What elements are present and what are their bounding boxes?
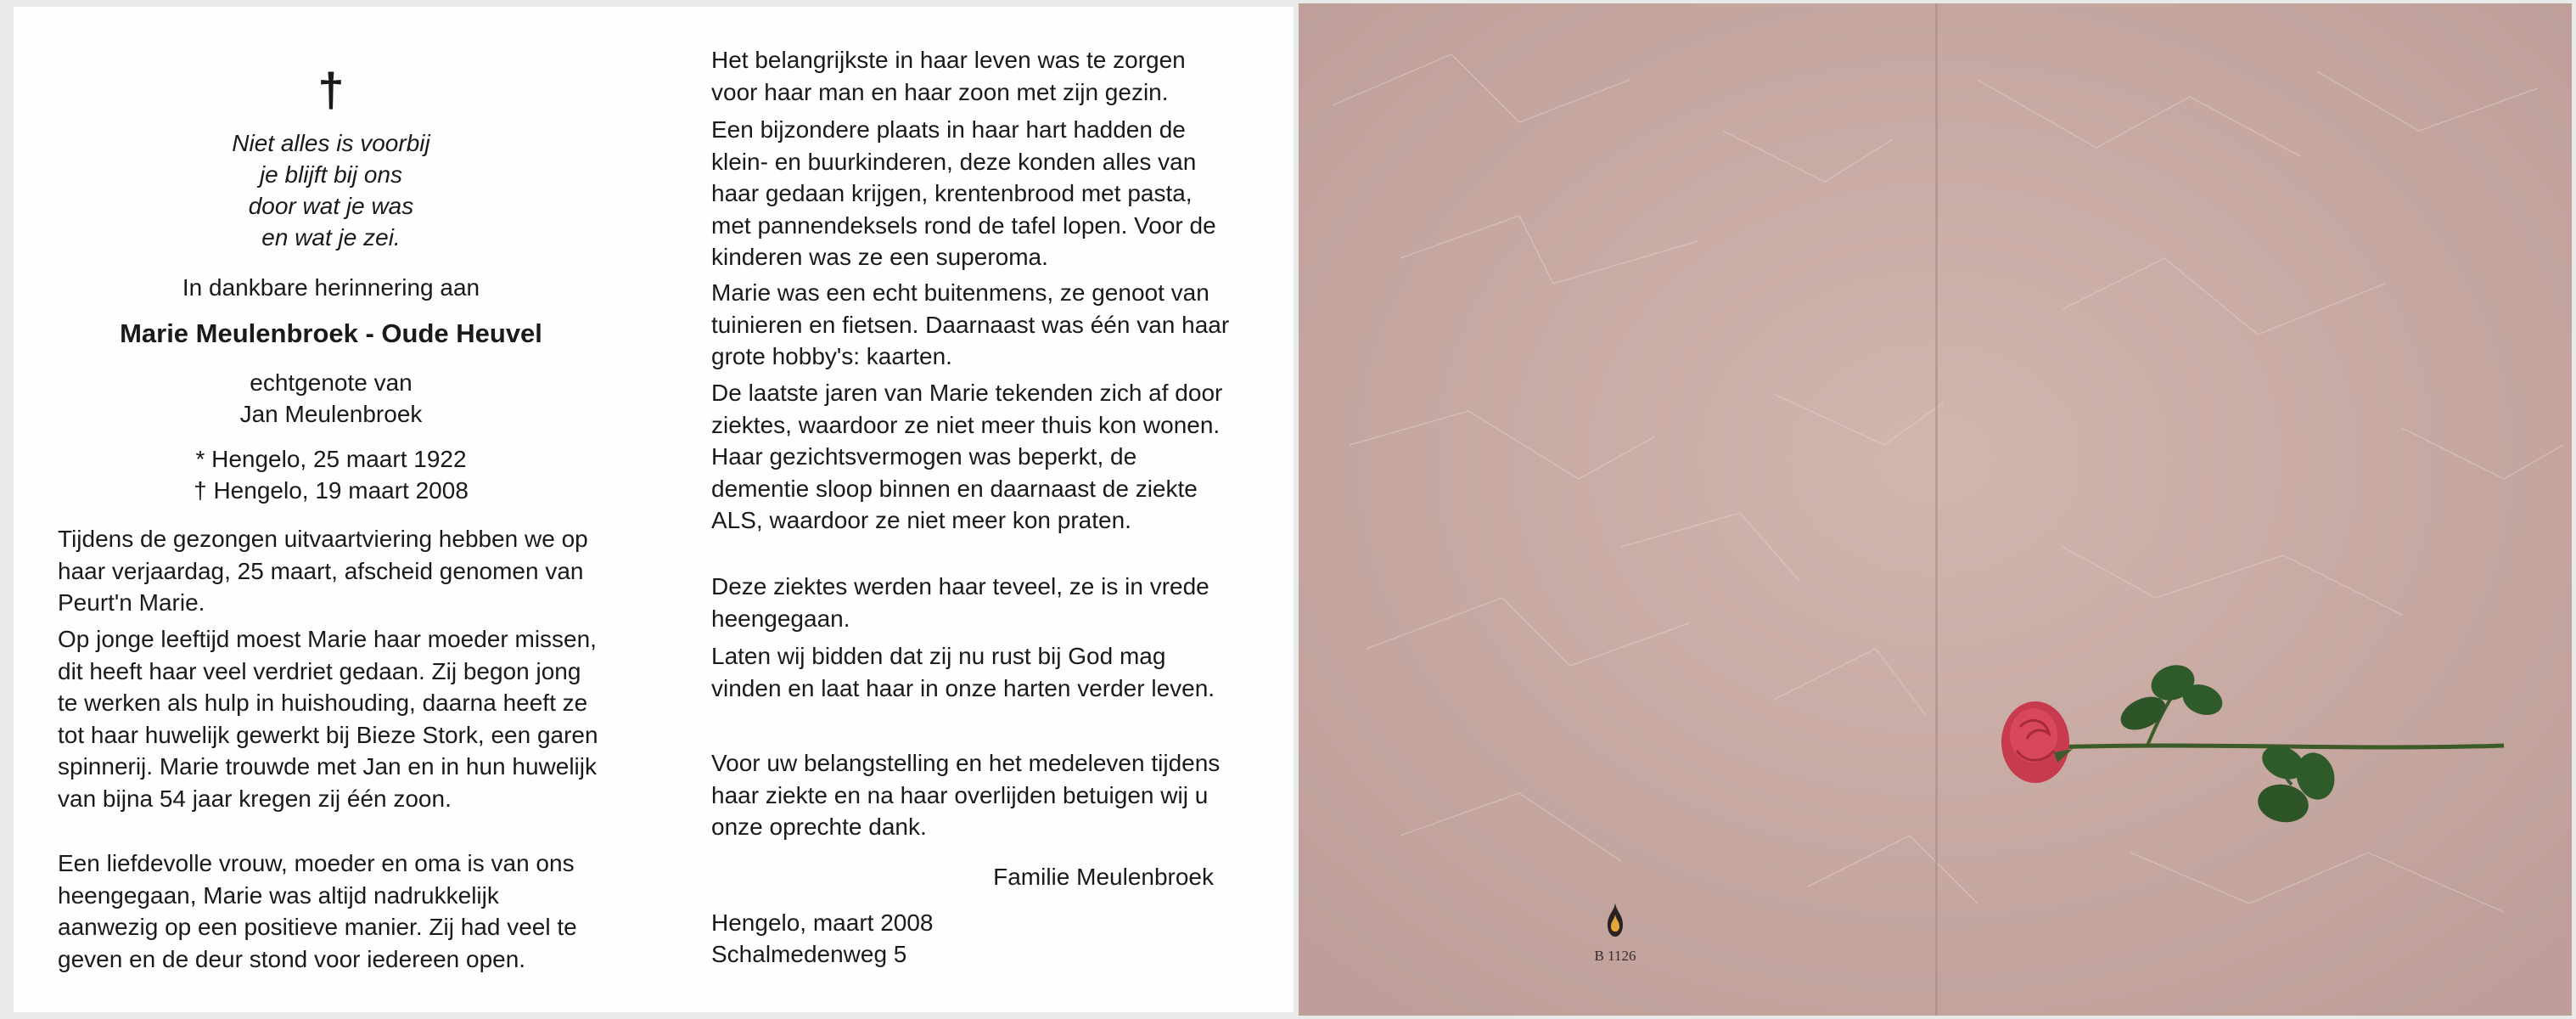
- spouse-label: echtgenote van: [250, 369, 412, 396]
- paragraph: De laatste jaren van Marie tekenden zich af door ziektes, waardoor ze niet meer thuis kon wonen. Haar gezichtsvermogen was beperkt, de dementie sloop binnen en daarnaast de ziekte ALS, waardoor ze niet meer kon praten.: [711, 380, 1223, 533]
- verse-line: en wat je zei.: [261, 224, 401, 251]
- paragraph: Een liefdevolle vrouw, moeder en oma is van ons heengegaan, Marie was altijd nadrukkelijk aanwezig op een positieve manier. Zij had veel te geven en de deur stond voor iedereen open.: [58, 850, 577, 972]
- birth-date: * Hengelo, 25 maart 1922: [195, 446, 467, 472]
- paragraph: Voor uw belangstelling en het medeleven tijdens haar ziekte en na haar overlijden betuigen wij u onze oprechte dank.: [711, 750, 1221, 840]
- cross-symbol: †: [317, 63, 345, 116]
- paragraph: Marie was een echt buitenmens, ze genoot van tuinieren en fietsen. Daarnaast was één van haar grote hobby's: kaarten.: [711, 279, 1230, 369]
- verse-line: je blijft bij ons: [259, 161, 403, 188]
- paragraph: Op jonge leeftijd moest Marie haar moeder missen, dit heeft haar veel verdriet gedaan. Zij begon jong te werken als hulp in huishouding, daarna heeft ze tot haar huwelijk gewerkt bij Bieze Stork, een garen spinnerij. Marie trouwde met Jan en in hun huwelijk van bijna 54 jaar kregen zij één zoon.: [58, 626, 598, 812]
- deceased-name: Marie Meulenbroek - Oude Heuvel: [120, 318, 542, 348]
- rose-illustration: [1995, 657, 2512, 844]
- death-date: † Hengelo, 19 maart 2008: [194, 477, 469, 504]
- paragraph: Deze ziektes werden haar teveel, ze is in vrede heengegaan.: [711, 573, 1209, 632]
- card-inside: [14, 7, 1294, 1012]
- place-date: Hengelo, maart 2008: [711, 909, 934, 936]
- verse-line: Niet alles is voorbij: [232, 130, 430, 156]
- family-signature: Familie Meulenbroek: [993, 864, 1214, 890]
- verse-line: door wat je was: [248, 193, 414, 219]
- address: Schalmedenweg 5: [711, 941, 907, 967]
- card-cover: [1299, 3, 2572, 1016]
- memorial-verse: [58, 127, 604, 253]
- spouse-name: Jan Meulenbroek: [239, 401, 423, 427]
- card-fold: [1935, 3, 1938, 1016]
- paragraph: Het belangrijkste in haar leven was te zorgen voor haar man en haar zoon met zijn gezin.: [711, 47, 1186, 105]
- intro-text: In dankbare herinnering aan: [182, 274, 480, 301]
- paragraph: Een bijzondere plaats in haar hart hadden de klein- en buurkinderen, deze konden alles van haar gedaan krijgen, krentenbrood met pasta, met pannendeksels rond de tafel lopen. Voor de kinderen was ze een superoma.: [711, 116, 1216, 270]
- publisher-code: B 1126: [1594, 948, 1636, 964]
- paragraph: Tijdens de gezongen uitvaartviering hebben we op haar verjaardag, 25 maart, afscheid genomen van Peurt'n Marie.: [58, 526, 588, 616]
- paragraph: Laten wij bidden dat zij nu rust bij God mag vinden en laat haar in onze harten verder leven.: [711, 643, 1215, 701]
